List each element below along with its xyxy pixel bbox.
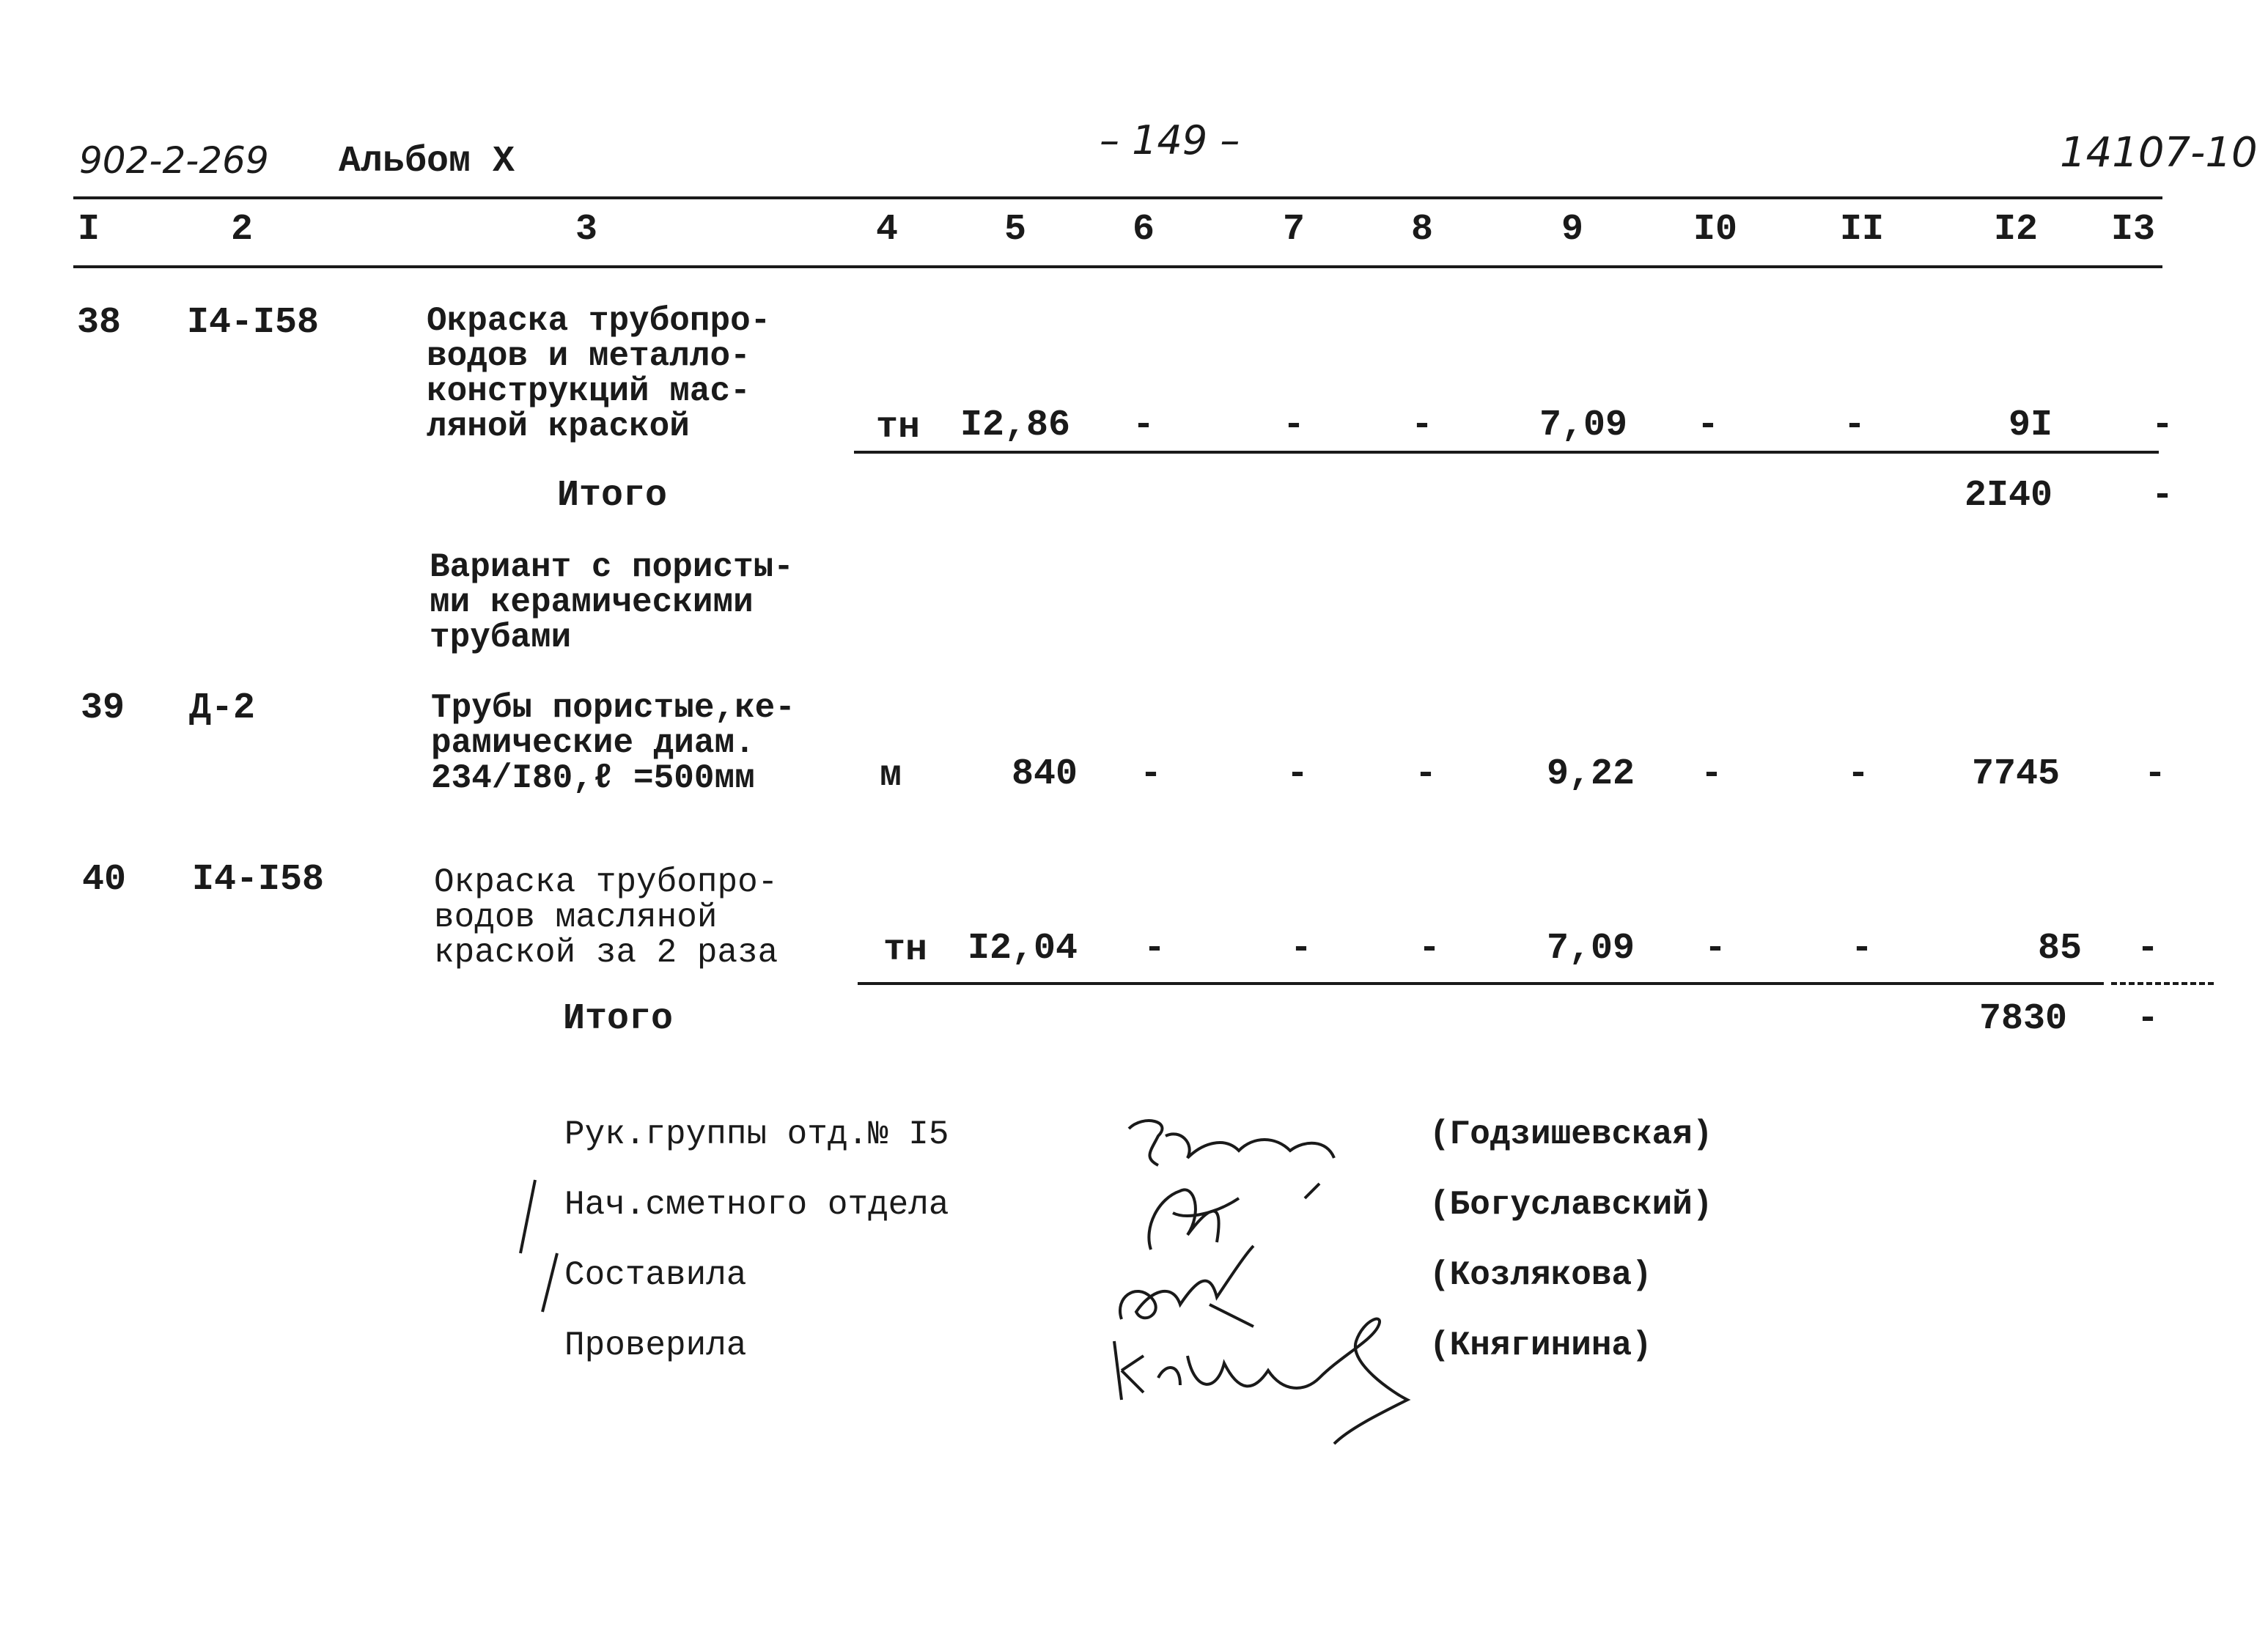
page-number: – 149 – [1100, 117, 1240, 163]
subtotal-value: 2I40 [1964, 475, 2052, 517]
row-col6: - [1139, 753, 1162, 795]
row-col9: 7,09 [1539, 405, 1627, 446]
table-top-rule [73, 196, 2162, 199]
row-col13: - [2143, 753, 2166, 795]
row-col11: - [1850, 928, 1873, 970]
signature-godzishevskaya [1114, 1099, 1363, 1173]
row-col12: 9I [2008, 405, 2052, 446]
signatory-name: (Козлякова) [1429, 1256, 1652, 1294]
section-heading: Вариант с пористы- ми керамическими трубами [430, 548, 794, 657]
row-unit: тн [883, 929, 928, 971]
row-col12: 85 [2037, 928, 2082, 970]
row-col10: - [1700, 753, 1723, 795]
row-number: 38 [77, 302, 122, 344]
row-code: I4-I58 [192, 859, 325, 901]
subtotal-value: 7830 [1978, 998, 2067, 1040]
row-quantity: 840 [1011, 753, 1078, 795]
row-col13: - [2136, 928, 2159, 970]
column-header: I [77, 209, 100, 251]
row-col8: - [1414, 753, 1437, 795]
row-col7: - [1289, 928, 1312, 970]
margin-tick-marks [506, 1173, 564, 1319]
album-label: Альбом X [339, 141, 515, 182]
row-col9: 9,22 [1546, 753, 1635, 795]
column-header: II [1839, 209, 1884, 251]
column-header: I0 [1693, 209, 1737, 251]
column-header: I3 [2110, 209, 2155, 251]
row-number: 40 [82, 859, 127, 901]
row-col8: - [1410, 405, 1433, 446]
row-col7: - [1282, 405, 1305, 446]
row-description: Окраска трубопро- водов масляной краской за 2 раза [434, 863, 778, 972]
column-header: 9 [1561, 209, 1583, 251]
sheet-reference: 14107-10 [2060, 129, 2258, 177]
subtotal-col13: - [2151, 475, 2173, 517]
row-col8: - [1418, 928, 1440, 970]
subtotal-col13: - [2136, 998, 2159, 1040]
column-header: I2 [1993, 209, 2038, 251]
row-col6: - [1143, 928, 1166, 970]
row-code: I4-I58 [187, 302, 320, 344]
column-header: 4 [875, 209, 898, 251]
row-col13: - [2151, 405, 2173, 446]
row-description: Трубы пористые,ке- рамические диам. 234/I80,ℓ =500мм [431, 689, 795, 797]
signatory-role: Нач.сметного отдела [564, 1186, 949, 1224]
signatory-role: Составила [564, 1256, 747, 1294]
signatory-role: Рук.группы отд.№ I5 [564, 1115, 949, 1154]
column-header: 6 [1132, 209, 1155, 251]
signatory-name: (Годзишевская) [1429, 1115, 1713, 1154]
signatory-role: Проверила [564, 1327, 747, 1365]
signatory-name: (Княгинина) [1429, 1327, 1652, 1365]
subtotal-label: Итого [557, 475, 668, 517]
row-unit: м [880, 755, 902, 797]
row-unit: тн [876, 407, 921, 449]
subtotal-label: Итого [563, 998, 674, 1040]
row-col10: - [1696, 405, 1719, 446]
row-col6: - [1132, 405, 1155, 446]
column-header: 7 [1282, 209, 1305, 251]
header-bottom-rule [73, 265, 2162, 268]
row-col12: 7745 [1971, 753, 2060, 795]
signature-knyaginina [1100, 1312, 1437, 1451]
column-header: 8 [1410, 209, 1433, 251]
row-col7: - [1286, 753, 1308, 795]
row-description: Окраска трубопро- водов и металло- конструкций мас- ляной краской [427, 302, 771, 446]
row-quantity: I2,04 [967, 928, 1078, 970]
row-code: Д-2 [189, 687, 256, 729]
column-header: 5 [1004, 209, 1026, 251]
signatory-name: (Богуславский) [1429, 1186, 1713, 1224]
row-col11: - [1847, 753, 1869, 795]
row-separator-rule [854, 451, 2159, 454]
row-number: 39 [81, 687, 125, 729]
row-quantity: I2,86 [960, 405, 1070, 446]
row-col9: 7,09 [1546, 928, 1635, 970]
row-col10: - [1704, 928, 1726, 970]
document-code: 902-2-269 [79, 139, 269, 182]
column-header: 3 [575, 209, 597, 251]
row-col11: - [1843, 405, 1866, 446]
row-separator-rule-tail [2111, 982, 2214, 985]
row-separator-rule [858, 982, 2104, 985]
column-header: 2 [230, 209, 253, 251]
